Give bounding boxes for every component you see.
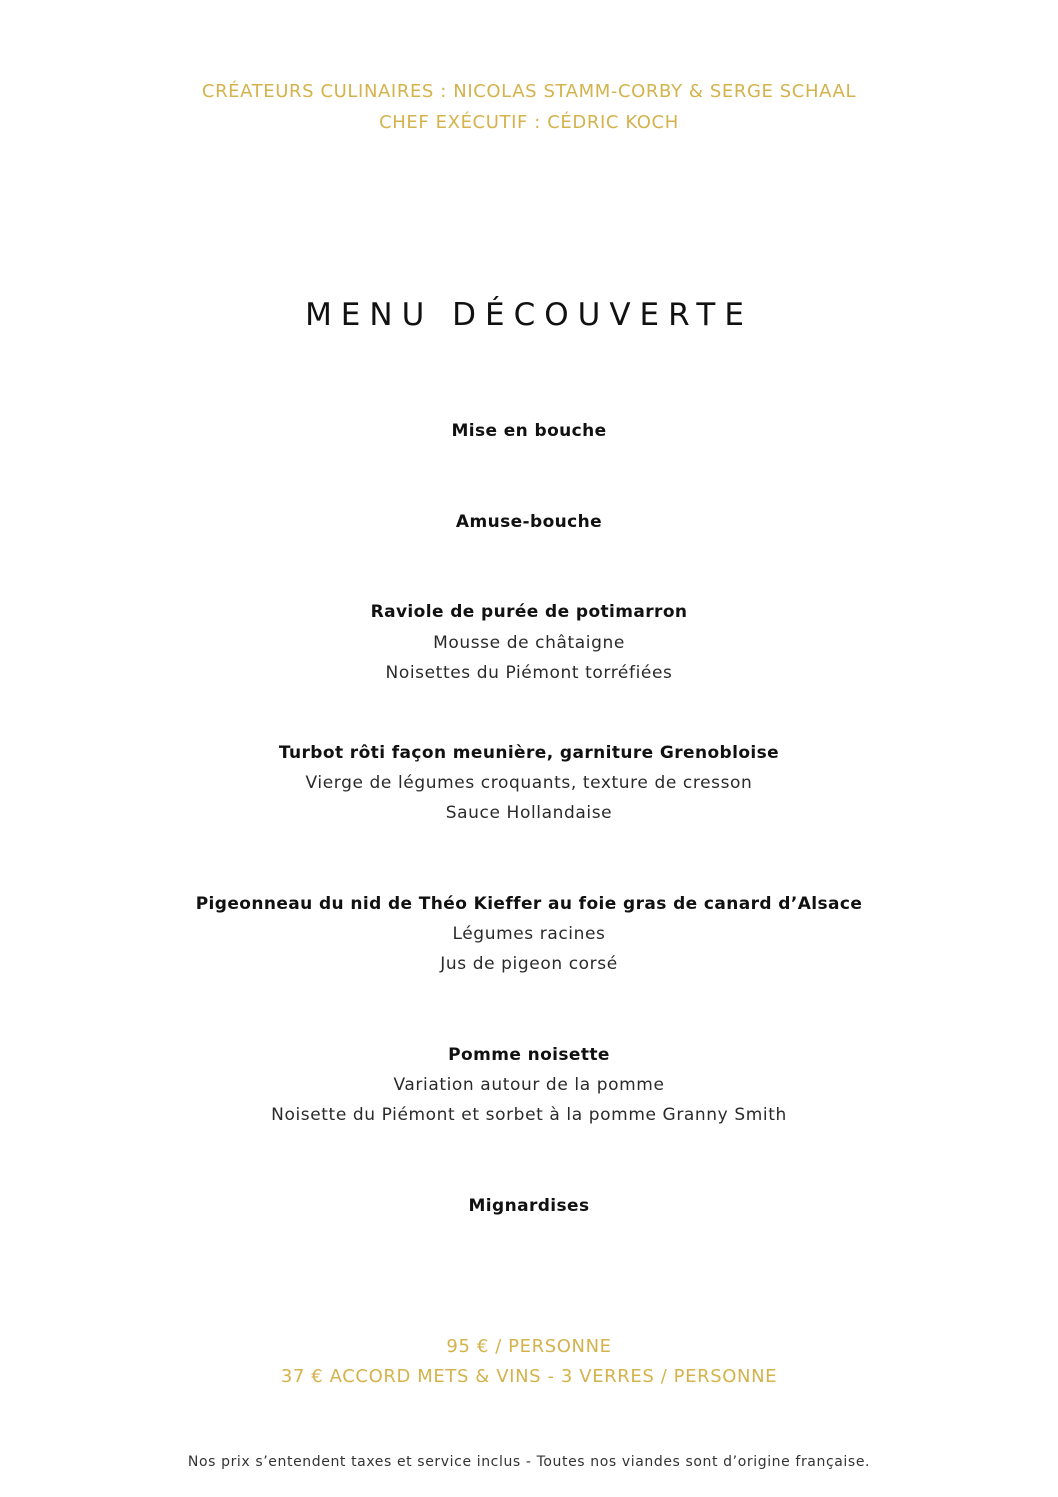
course-name: Raviole de purée de potimarron (370, 602, 688, 622)
course-name: Pigeonneau du nid de Théo Kieffer au foie gras de canard d’Alsace (195, 894, 863, 914)
course-name: Pomme noisette (448, 1045, 610, 1065)
course-detail: Légumes racines (452, 924, 606, 944)
course-detail: Noisettes du Piémont torréfiées (385, 663, 673, 683)
price-per-person: 95 € / PERSONNE (446, 1336, 612, 1357)
course-name: Amuse-bouche (455, 512, 603, 532)
course-name: Turbot rôti façon meunière, garniture Grenobloise (278, 743, 780, 763)
course-name: Mise en bouche (451, 421, 607, 441)
course-detail: Noisette du Piémont et sorbet à la pomme Granny Smith (271, 1105, 787, 1125)
creators-line: CRÉATEURS CULINAIRES : NICOLAS STAMM-CORBY & SERGE SCHAAL (201, 81, 857, 102)
course-detail: Jus de pigeon corsé (440, 954, 618, 974)
course-detail: Vierge de légumes croquants, texture de cresson (305, 773, 753, 793)
footer-note: Nos prix s’entendent taxes et service inclus - Toutes nos viandes sont d’origine française. (187, 1454, 871, 1470)
course-name: Mignardises (468, 1196, 590, 1216)
course-detail: Variation autour de la pomme (393, 1075, 665, 1095)
course-detail: Sauce Hollandaise (445, 803, 613, 823)
executive-chef-line: CHEF EXÉCUTIF : CÉDRIC KOCH (379, 112, 679, 133)
course-detail: Mousse de châtaigne (433, 633, 625, 653)
wine-pairing-price: 37 € ACCORD METS & VINS - 3 VERRES / PERSONNE (280, 1366, 778, 1387)
menu-title: MENU DÉCOUVERTE (305, 297, 753, 333)
